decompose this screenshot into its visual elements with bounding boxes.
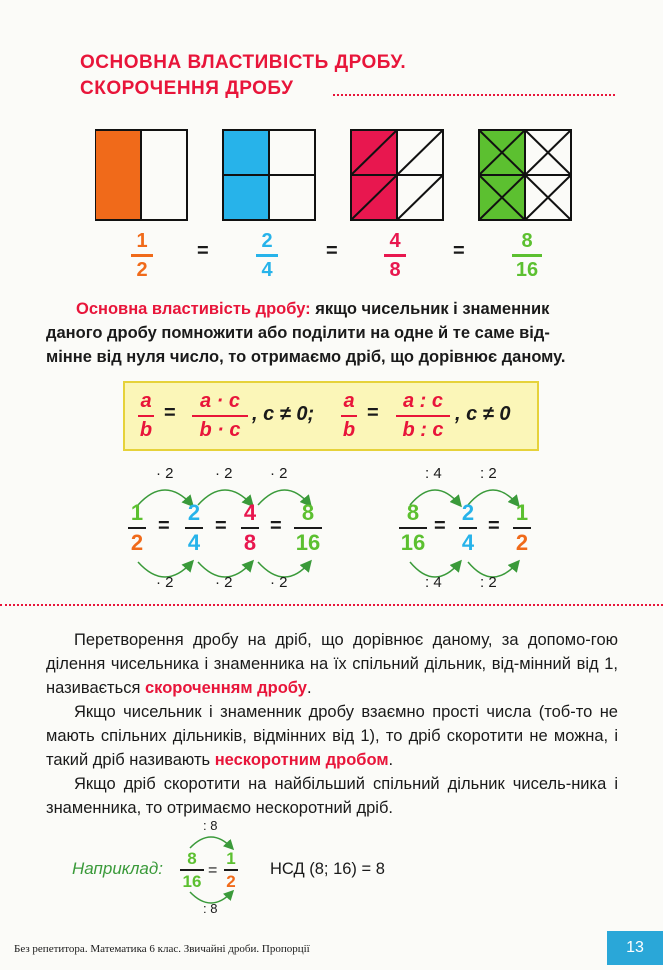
formula-condition-1: , c ≠ 0; <box>252 403 315 425</box>
fraction-bar <box>341 415 357 417</box>
footer-text: Без репетитора. Математика 6 клас. Звичайні дроби. Пропорції <box>14 943 310 955</box>
example-op-bottom: : 8 <box>203 901 218 916</box>
square-eight-sixteenths <box>479 130 571 220</box>
fraction-bar <box>180 869 204 871</box>
square-four-eighths <box>351 130 443 220</box>
denominator: 16 <box>400 530 426 555</box>
section-divider <box>0 604 663 606</box>
fraction-bar <box>241 527 259 529</box>
numerator: 1 <box>226 849 236 868</box>
denominator: 16 <box>182 871 202 891</box>
op-bottom: · 2 <box>215 574 233 591</box>
numerator: a <box>343 390 355 412</box>
equals-sign: = <box>367 402 379 424</box>
fraction-bar <box>224 869 238 871</box>
denominator: 8 <box>243 530 257 555</box>
fraction-4-8 <box>384 231 406 280</box>
property-line-1 <box>76 297 616 321</box>
op-bottom: · 2 <box>156 574 174 591</box>
term-reduction: скороченням дробу <box>145 679 307 697</box>
title-dotted-line <box>333 94 615 96</box>
formula-fraction-adc-bdc <box>396 390 450 442</box>
fraction-bar <box>459 527 477 529</box>
fraction-bar <box>513 527 531 529</box>
fraction-bar <box>138 415 154 417</box>
term-irreducible: нескоротним дробом <box>214 751 389 769</box>
mult-fraction-4-8 <box>241 502 259 554</box>
denominator: 4 <box>261 259 273 281</box>
reduction-paragraph-2 <box>46 700 618 772</box>
denominator: 16 <box>515 259 539 281</box>
mult-fraction-1-2 <box>128 502 146 554</box>
numerator: 1 <box>136 230 148 252</box>
numerator: a · c <box>199 390 241 412</box>
equals-sign: = <box>488 515 500 537</box>
formula-fraction-a-b-2 <box>341 390 357 442</box>
fraction-2-4 <box>256 231 278 280</box>
equals-sign: = <box>434 515 446 537</box>
property-line-2: даного дробу помножити або поділити на одне й те саме від- <box>46 324 550 342</box>
denominator: b <box>342 419 356 441</box>
period: . <box>388 751 394 769</box>
denominator: 2 <box>136 259 148 281</box>
example-op-top: : 8 <box>203 818 218 833</box>
fraction-bar <box>399 527 427 529</box>
reduction-paragraph-3: Якщо дріб скоротити на найбільший спільний дільник чисель-ника і знаменника, то отримаємо нескоротний дріб. <box>46 775 618 817</box>
equals-sign: = <box>270 515 282 537</box>
equals-sign: = <box>164 402 176 424</box>
numerator: 4 <box>243 500 257 525</box>
numerator: 8 <box>187 849 197 868</box>
denominator: b <box>139 419 153 441</box>
property-text-1: якщо чисельник і знаменник <box>315 300 550 318</box>
example-label: Наприклад: <box>72 859 163 878</box>
denominator: 2 <box>515 530 529 555</box>
op-bottom: : 2 <box>480 574 497 591</box>
op-top: · 2 <box>215 465 233 482</box>
fraction-8-16 <box>512 231 542 280</box>
numerator: 8 <box>406 500 420 525</box>
mult-fraction-2-4 <box>185 502 203 554</box>
numerator: 2 <box>261 230 273 252</box>
fraction-bar <box>256 254 278 257</box>
equals-sign: = <box>453 240 465 262</box>
square-two-fourths <box>223 130 315 220</box>
example-fraction-1-2 <box>224 850 238 890</box>
numerator: 8 <box>521 230 533 252</box>
fraction-bar <box>128 527 146 529</box>
page-number: 13 <box>607 931 663 965</box>
op-bottom: · 2 <box>270 574 288 591</box>
example-fraction-8-16 <box>180 850 204 890</box>
gcd-text: НСД (8; 16) = 8 <box>270 860 385 878</box>
equals-sign: = <box>215 515 227 537</box>
mult-fraction-8-16 <box>294 502 322 554</box>
fraction-bar <box>512 254 542 257</box>
page-title-line2: СКОРОЧЕННЯ ДРОБУ <box>80 78 294 99</box>
op-bottom: : 4 <box>425 574 442 591</box>
period: . <box>306 679 312 697</box>
fraction-bar <box>192 415 248 417</box>
div-fraction-2-4 <box>459 502 477 554</box>
op-top: · 2 <box>270 465 288 482</box>
op-top: : 2 <box>480 465 497 482</box>
op-top: : 4 <box>425 465 442 482</box>
fraction-bar <box>185 527 203 529</box>
fraction-1-2 <box>131 231 153 280</box>
fraction-bar <box>384 254 406 257</box>
page-title-line1: ОСНОВНА ВЛАСТИВІСТЬ ДРОБУ. <box>80 52 407 73</box>
fraction-bar <box>131 254 153 257</box>
numerator: a : c <box>402 390 444 412</box>
equals-sign: = <box>158 515 170 537</box>
div-fraction-8-16 <box>399 502 427 554</box>
denominator: 2 <box>226 871 236 891</box>
property-term: Основна властивість дробу: <box>76 300 311 318</box>
numerator: 1 <box>515 500 529 525</box>
numerator: 1 <box>130 500 144 525</box>
numerator: 2 <box>187 500 201 525</box>
formula-fraction-ac-bc <box>192 390 248 442</box>
equals-sign: = <box>197 240 209 262</box>
square-one-half <box>95 130 187 220</box>
property-line-3: мінне від нуля число, то отримаємо дріб, що дорівнює даному. <box>46 348 566 366</box>
equals-sign: = <box>326 240 338 262</box>
equals-sign: = <box>208 862 218 879</box>
fraction-bar <box>396 415 450 417</box>
numerator: a <box>140 390 152 412</box>
fraction-squares <box>95 128 585 224</box>
paragraph-text: Перетворення дробу на дріб, що дорівнює даному, за допомо-гою ділення чисельника і знаменника на їх спільний дільник, від-мінний від 1, називається <box>46 631 618 697</box>
denominator: b · c <box>199 419 241 441</box>
numerator: 8 <box>301 500 315 525</box>
denominator: 4 <box>461 530 475 555</box>
paragraph-text: Якщо чисельник і знаменник дробу взаємно прості числа (тоб-то не мають спільних дільників, відмінних від 1), то дріб скоротити не можна, і такий дріб називають <box>46 703 618 769</box>
denominator: 2 <box>130 530 144 555</box>
numerator: 4 <box>389 230 401 252</box>
op-top: · 2 <box>156 465 174 482</box>
denominator: 8 <box>389 259 401 281</box>
formula-fraction-a-b <box>138 390 154 442</box>
denominator: 4 <box>187 530 201 555</box>
reduction-paragraph-1 <box>46 628 618 700</box>
denominator: 16 <box>295 530 321 555</box>
denominator: b : c <box>402 419 444 441</box>
fraction-bar <box>294 527 322 529</box>
div-fraction-1-2 <box>513 502 531 554</box>
numerator: 2 <box>461 500 475 525</box>
formula-condition-2: , c ≠ 0 <box>455 403 511 425</box>
